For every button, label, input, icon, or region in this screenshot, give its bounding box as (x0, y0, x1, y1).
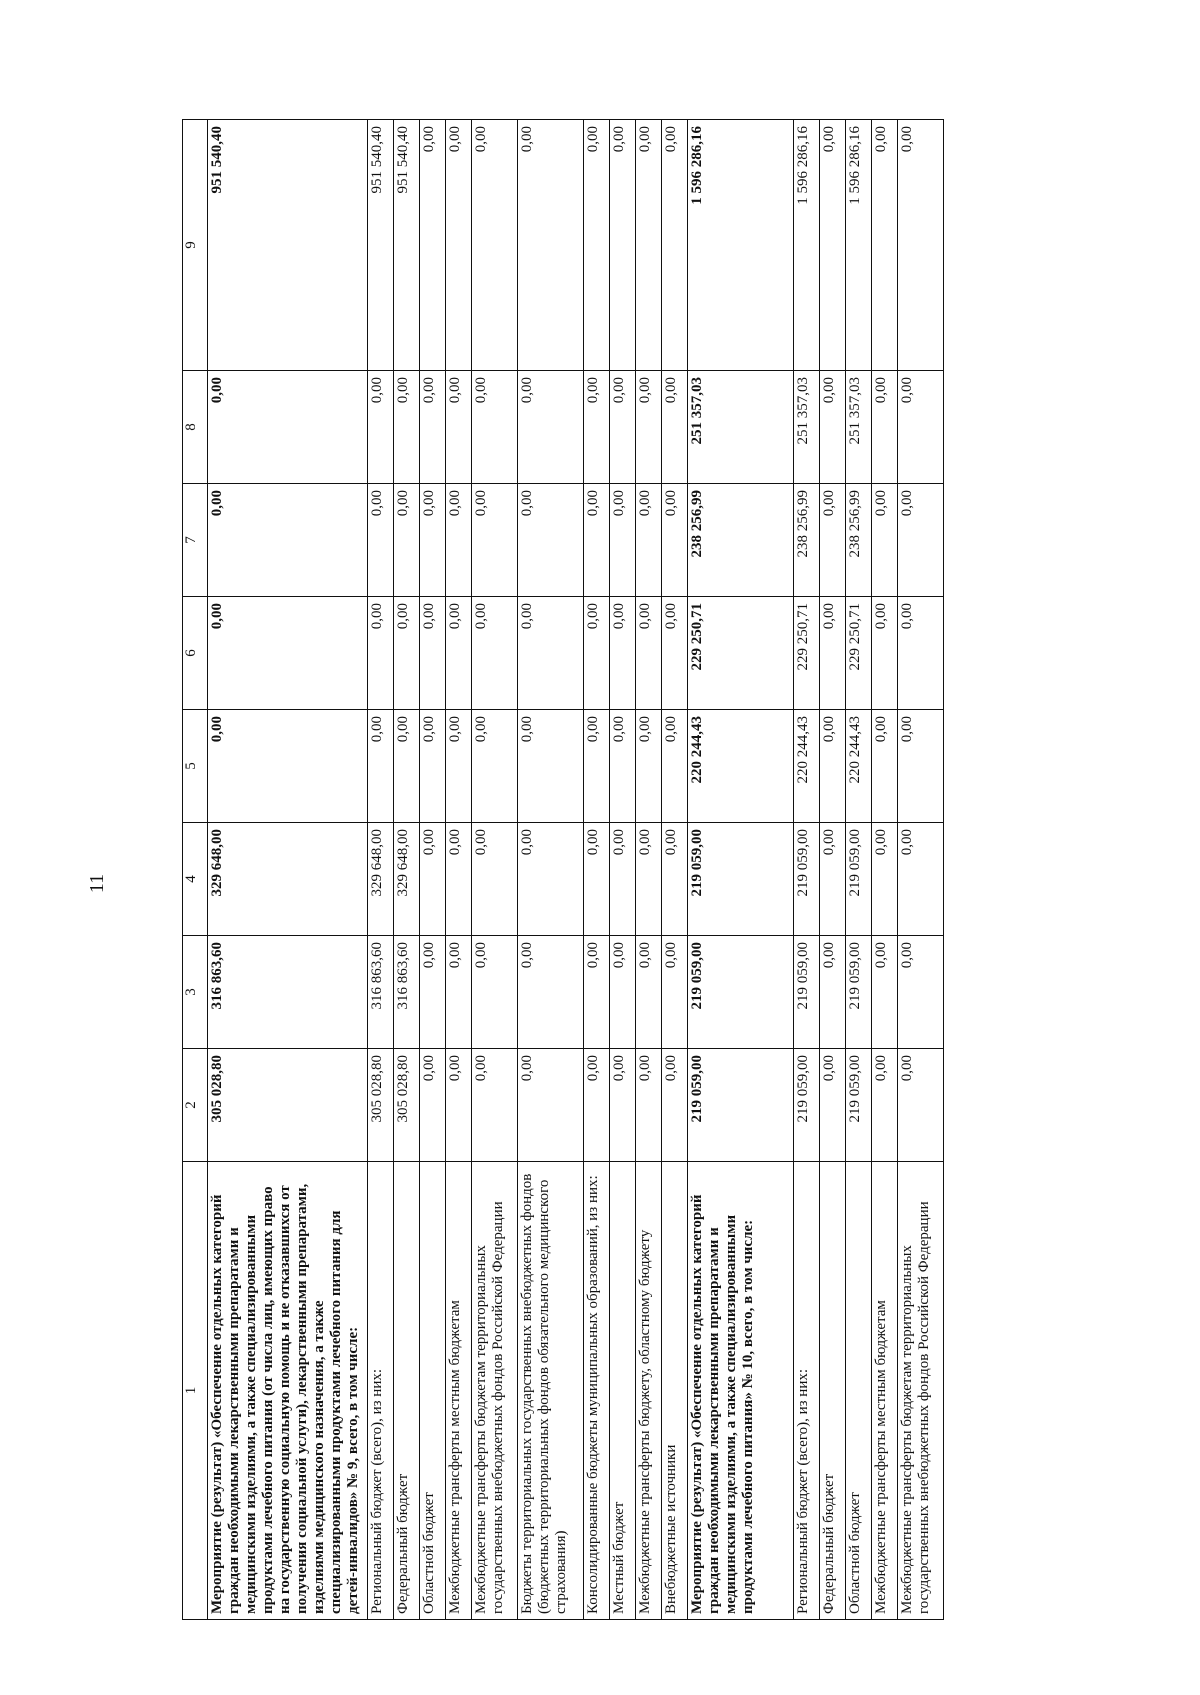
value-cell: 0,00 (518, 371, 584, 484)
value-cell: 219 059,00 (794, 936, 820, 1049)
value-cell: 0,00 (446, 597, 472, 710)
value-cell: 0,00 (472, 1049, 518, 1162)
value-cell: 0,00 (898, 823, 944, 936)
value-cell: 0,00 (420, 371, 446, 484)
value-cell: 0,00 (584, 484, 610, 597)
value-cell: 0,00 (820, 597, 846, 710)
value-cell: 0,00 (636, 597, 662, 710)
value-cell: 0,00 (420, 823, 446, 936)
row-label: Областной бюджет (420, 1162, 446, 1620)
value-cell: 0,00 (584, 120, 610, 371)
table-row (794, 120, 820, 1620)
value-cell: 0,00 (472, 710, 518, 823)
value-cell: 0,00 (872, 1049, 898, 1162)
value-cell: 0,00 (872, 710, 898, 823)
value-cell: 251 357,03 (794, 371, 820, 484)
value-cell: 0,00 (518, 823, 584, 936)
value-cell: 1 596 286,16 (688, 120, 794, 371)
row-label: Региональный бюджет (всего), из них: (368, 1162, 394, 1620)
column-header-7: 7 (183, 484, 208, 597)
value-cell: 0,00 (820, 484, 846, 597)
value-cell: 0,00 (898, 371, 944, 484)
value-cell: 219 059,00 (846, 823, 872, 936)
value-cell: 951 540,40 (368, 120, 394, 371)
value-cell: 219 059,00 (688, 936, 794, 1049)
value-cell: 0,00 (420, 1049, 446, 1162)
value-cell: 0,00 (208, 484, 368, 597)
value-cell: 0,00 (472, 484, 518, 597)
value-cell: 251 357,03 (688, 371, 794, 484)
table-row (446, 120, 472, 1620)
table-row (898, 120, 944, 1620)
value-cell: 0,00 (662, 823, 688, 936)
value-cell: 0,00 (518, 120, 584, 371)
value-cell: 0,00 (208, 597, 368, 710)
value-cell: 0,00 (898, 120, 944, 371)
value-cell: 316 863,60 (394, 936, 420, 1049)
value-cell: 0,00 (636, 1049, 662, 1162)
value-cell: 0,00 (610, 710, 636, 823)
value-cell: 0,00 (636, 823, 662, 936)
value-cell: 0,00 (662, 597, 688, 710)
row-label: Федеральный бюджет (820, 1162, 846, 1620)
value-cell: 0,00 (898, 710, 944, 823)
value-cell: 0,00 (472, 597, 518, 710)
value-cell: 0,00 (610, 597, 636, 710)
value-cell: 220 244,43 (794, 710, 820, 823)
value-cell: 0,00 (898, 936, 944, 1049)
value-cell: 219 059,00 (846, 936, 872, 1049)
value-cell: 0,00 (820, 371, 846, 484)
value-cell: 0,00 (584, 823, 610, 936)
value-cell: 219 059,00 (846, 1049, 872, 1162)
value-cell: 0,00 (872, 371, 898, 484)
value-cell: 316 863,60 (208, 936, 368, 1049)
value-cell: 0,00 (518, 936, 584, 1049)
table-row (688, 120, 794, 1620)
value-cell: 0,00 (394, 597, 420, 710)
value-cell: 219 059,00 (794, 823, 820, 936)
value-cell: 0,00 (420, 120, 446, 371)
value-cell: 305 028,80 (208, 1049, 368, 1162)
table-row (394, 120, 420, 1620)
row-label: Бюджеты территориальных государственных внебюджетных фондов (бюджетных территориальных фондов обязательного медицинского страхования) (518, 1162, 584, 1620)
table-row (662, 120, 688, 1620)
value-cell: 0,00 (662, 1049, 688, 1162)
value-cell: 229 250,71 (846, 597, 872, 710)
value-cell: 0,00 (636, 484, 662, 597)
value-cell: 0,00 (368, 371, 394, 484)
table-row (610, 120, 636, 1620)
value-cell: 0,00 (662, 936, 688, 1049)
value-cell: 0,00 (872, 936, 898, 1049)
table-header-row (183, 120, 208, 1620)
value-cell: 0,00 (518, 1049, 584, 1162)
value-cell: 219 059,00 (688, 1049, 794, 1162)
column-header-8: 8 (183, 371, 208, 484)
column-header-9: 9 (183, 120, 208, 371)
table-row (518, 120, 584, 1620)
table-row (420, 120, 446, 1620)
column-header-2: 2 (183, 1049, 208, 1162)
value-cell: 0,00 (662, 484, 688, 597)
row-label: Межбюджетные трансферты бюджетам территориальных государственных внебюджетных фондов Российской Федерации (898, 1162, 944, 1620)
value-cell: 0,00 (898, 597, 944, 710)
value-cell: 219 059,00 (688, 823, 794, 936)
value-cell: 0,00 (518, 710, 584, 823)
row-label: Региональный бюджет (всего), из них: (794, 1162, 820, 1620)
value-cell: 229 250,71 (688, 597, 794, 710)
value-cell: 0,00 (446, 710, 472, 823)
value-cell: 0,00 (872, 597, 898, 710)
value-cell: 0,00 (872, 120, 898, 371)
value-cell: 0,00 (610, 371, 636, 484)
table-row (636, 120, 662, 1620)
value-cell: 0,00 (872, 484, 898, 597)
value-cell: 0,00 (636, 936, 662, 1049)
value-cell: 0,00 (610, 936, 636, 1049)
value-cell: 0,00 (446, 371, 472, 484)
value-cell: 951 540,40 (394, 120, 420, 371)
column-header-6: 6 (183, 597, 208, 710)
value-cell: 0,00 (368, 597, 394, 710)
value-cell: 0,00 (610, 1049, 636, 1162)
value-cell: 0,00 (610, 120, 636, 371)
value-cell: 0,00 (584, 710, 610, 823)
value-cell: 220 244,43 (688, 710, 794, 823)
value-cell: 0,00 (518, 484, 584, 597)
value-cell: 0,00 (446, 823, 472, 936)
value-cell: 0,00 (898, 484, 944, 597)
row-label: Межбюджетные трансферты местным бюджетам (872, 1162, 898, 1620)
row-label: Межбюджетные трансферты местным бюджетам (446, 1162, 472, 1620)
value-cell: 0,00 (446, 1049, 472, 1162)
value-cell: 0,00 (636, 371, 662, 484)
value-cell: 0,00 (820, 1049, 846, 1162)
value-cell: 0,00 (898, 1049, 944, 1162)
value-cell: 0,00 (820, 936, 846, 1049)
value-cell: 329 648,00 (394, 823, 420, 936)
value-cell: 0,00 (610, 823, 636, 936)
value-cell: 220 244,43 (846, 710, 872, 823)
value-cell: 0,00 (420, 936, 446, 1049)
value-cell: 0,00 (518, 597, 584, 710)
value-cell: 951 540,40 (208, 120, 368, 371)
value-cell: 0,00 (662, 371, 688, 484)
value-cell: 0,00 (472, 823, 518, 936)
value-cell: 0,00 (662, 120, 688, 371)
table-row (846, 120, 872, 1620)
table-row (872, 120, 898, 1620)
row-label: Мероприятие (результат) «Обеспечение отдельных категорий граждан необходимыми лекарственными препаратами и медицинскими изделиями, а также специализированными продуктами лечебного питания (от числа лиц, имеющих право на государственную социальную помощь и не отказавшихся от получения социальной услуги), лекарственными препаратами, изделиями медицинского назначения, а также специализированными продуктами лечебного питания для детей-инвалидов» № 9, всего, в том числе: (208, 1162, 368, 1620)
value-cell: 305 028,80 (394, 1049, 420, 1162)
value-cell: 0,00 (394, 710, 420, 823)
value-cell: 0,00 (420, 710, 446, 823)
value-cell: 0,00 (368, 484, 394, 597)
value-cell: 0,00 (610, 484, 636, 597)
row-label: Внебюджетные источники (662, 1162, 688, 1620)
value-cell: 0,00 (420, 597, 446, 710)
value-cell: 316 863,60 (368, 936, 394, 1049)
value-cell: 0,00 (820, 120, 846, 371)
value-cell: 0,00 (446, 120, 472, 371)
value-cell: 329 648,00 (208, 823, 368, 936)
value-cell: 0,00 (446, 484, 472, 597)
row-label: Консолидированные бюджеты муниципальных образований, из них: (584, 1162, 610, 1620)
column-header-1: 1 (183, 1162, 208, 1620)
row-label: Межбюджетные трансферты бюджету, областному бюджету (636, 1162, 662, 1620)
value-cell: 0,00 (446, 936, 472, 1049)
table-row (820, 120, 846, 1620)
row-label: Федеральный бюджет (394, 1162, 420, 1620)
row-label: Областной бюджет (846, 1162, 872, 1620)
value-cell: 0,00 (208, 371, 368, 484)
value-cell: 0,00 (636, 710, 662, 823)
value-cell: 0,00 (394, 484, 420, 597)
value-cell: 219 059,00 (794, 1049, 820, 1162)
value-cell: 0,00 (394, 371, 420, 484)
row-label: Мероприятие (результат) «Обеспечение отдельных категорий граждан необходимыми лекарственными препаратами и медицинскими изделиями, а также специализированными продуктами лечебного питания» № 10, всего, в том числе: (688, 1162, 794, 1620)
value-cell: 1 596 286,16 (846, 120, 872, 371)
value-cell: 0,00 (584, 371, 610, 484)
column-header-3: 3 (183, 936, 208, 1049)
value-cell: 0,00 (472, 936, 518, 1049)
value-cell: 238 256,99 (846, 484, 872, 597)
table-row (368, 120, 394, 1620)
value-cell: 305 028,80 (368, 1049, 394, 1162)
value-cell: 0,00 (636, 120, 662, 371)
table-row (584, 120, 610, 1620)
value-cell: 0,00 (584, 936, 610, 1049)
row-label: Межбюджетные трансферты бюджетам территориальных государственных внебюджетных фондов Российской Федерации (472, 1162, 518, 1620)
value-cell: 0,00 (420, 484, 446, 597)
value-cell: 0,00 (820, 823, 846, 936)
value-cell: 251 357,03 (846, 371, 872, 484)
column-header-4: 4 (183, 823, 208, 936)
value-cell: 238 256,99 (688, 484, 794, 597)
value-cell: 0,00 (872, 823, 898, 936)
value-cell: 0,00 (368, 710, 394, 823)
row-label: Местный бюджет (610, 1162, 636, 1620)
rotated-table-container (182, 120, 1172, 1620)
value-cell: 0,00 (584, 597, 610, 710)
value-cell: 0,00 (472, 371, 518, 484)
value-cell: 329 648,00 (368, 823, 394, 936)
value-cell: 1 596 286,16 (794, 120, 820, 371)
value-cell: 238 256,99 (794, 484, 820, 597)
value-cell: 0,00 (662, 710, 688, 823)
table-row (208, 120, 368, 1620)
table-row (472, 120, 518, 1620)
value-cell: 0,00 (584, 1049, 610, 1162)
budget-table (182, 119, 944, 1620)
page-number: 11 (86, 873, 109, 894)
value-cell: 0,00 (208, 710, 368, 823)
value-cell: 0,00 (820, 710, 846, 823)
column-header-5: 5 (183, 710, 208, 823)
value-cell: 0,00 (472, 120, 518, 371)
value-cell: 229 250,71 (794, 597, 820, 710)
